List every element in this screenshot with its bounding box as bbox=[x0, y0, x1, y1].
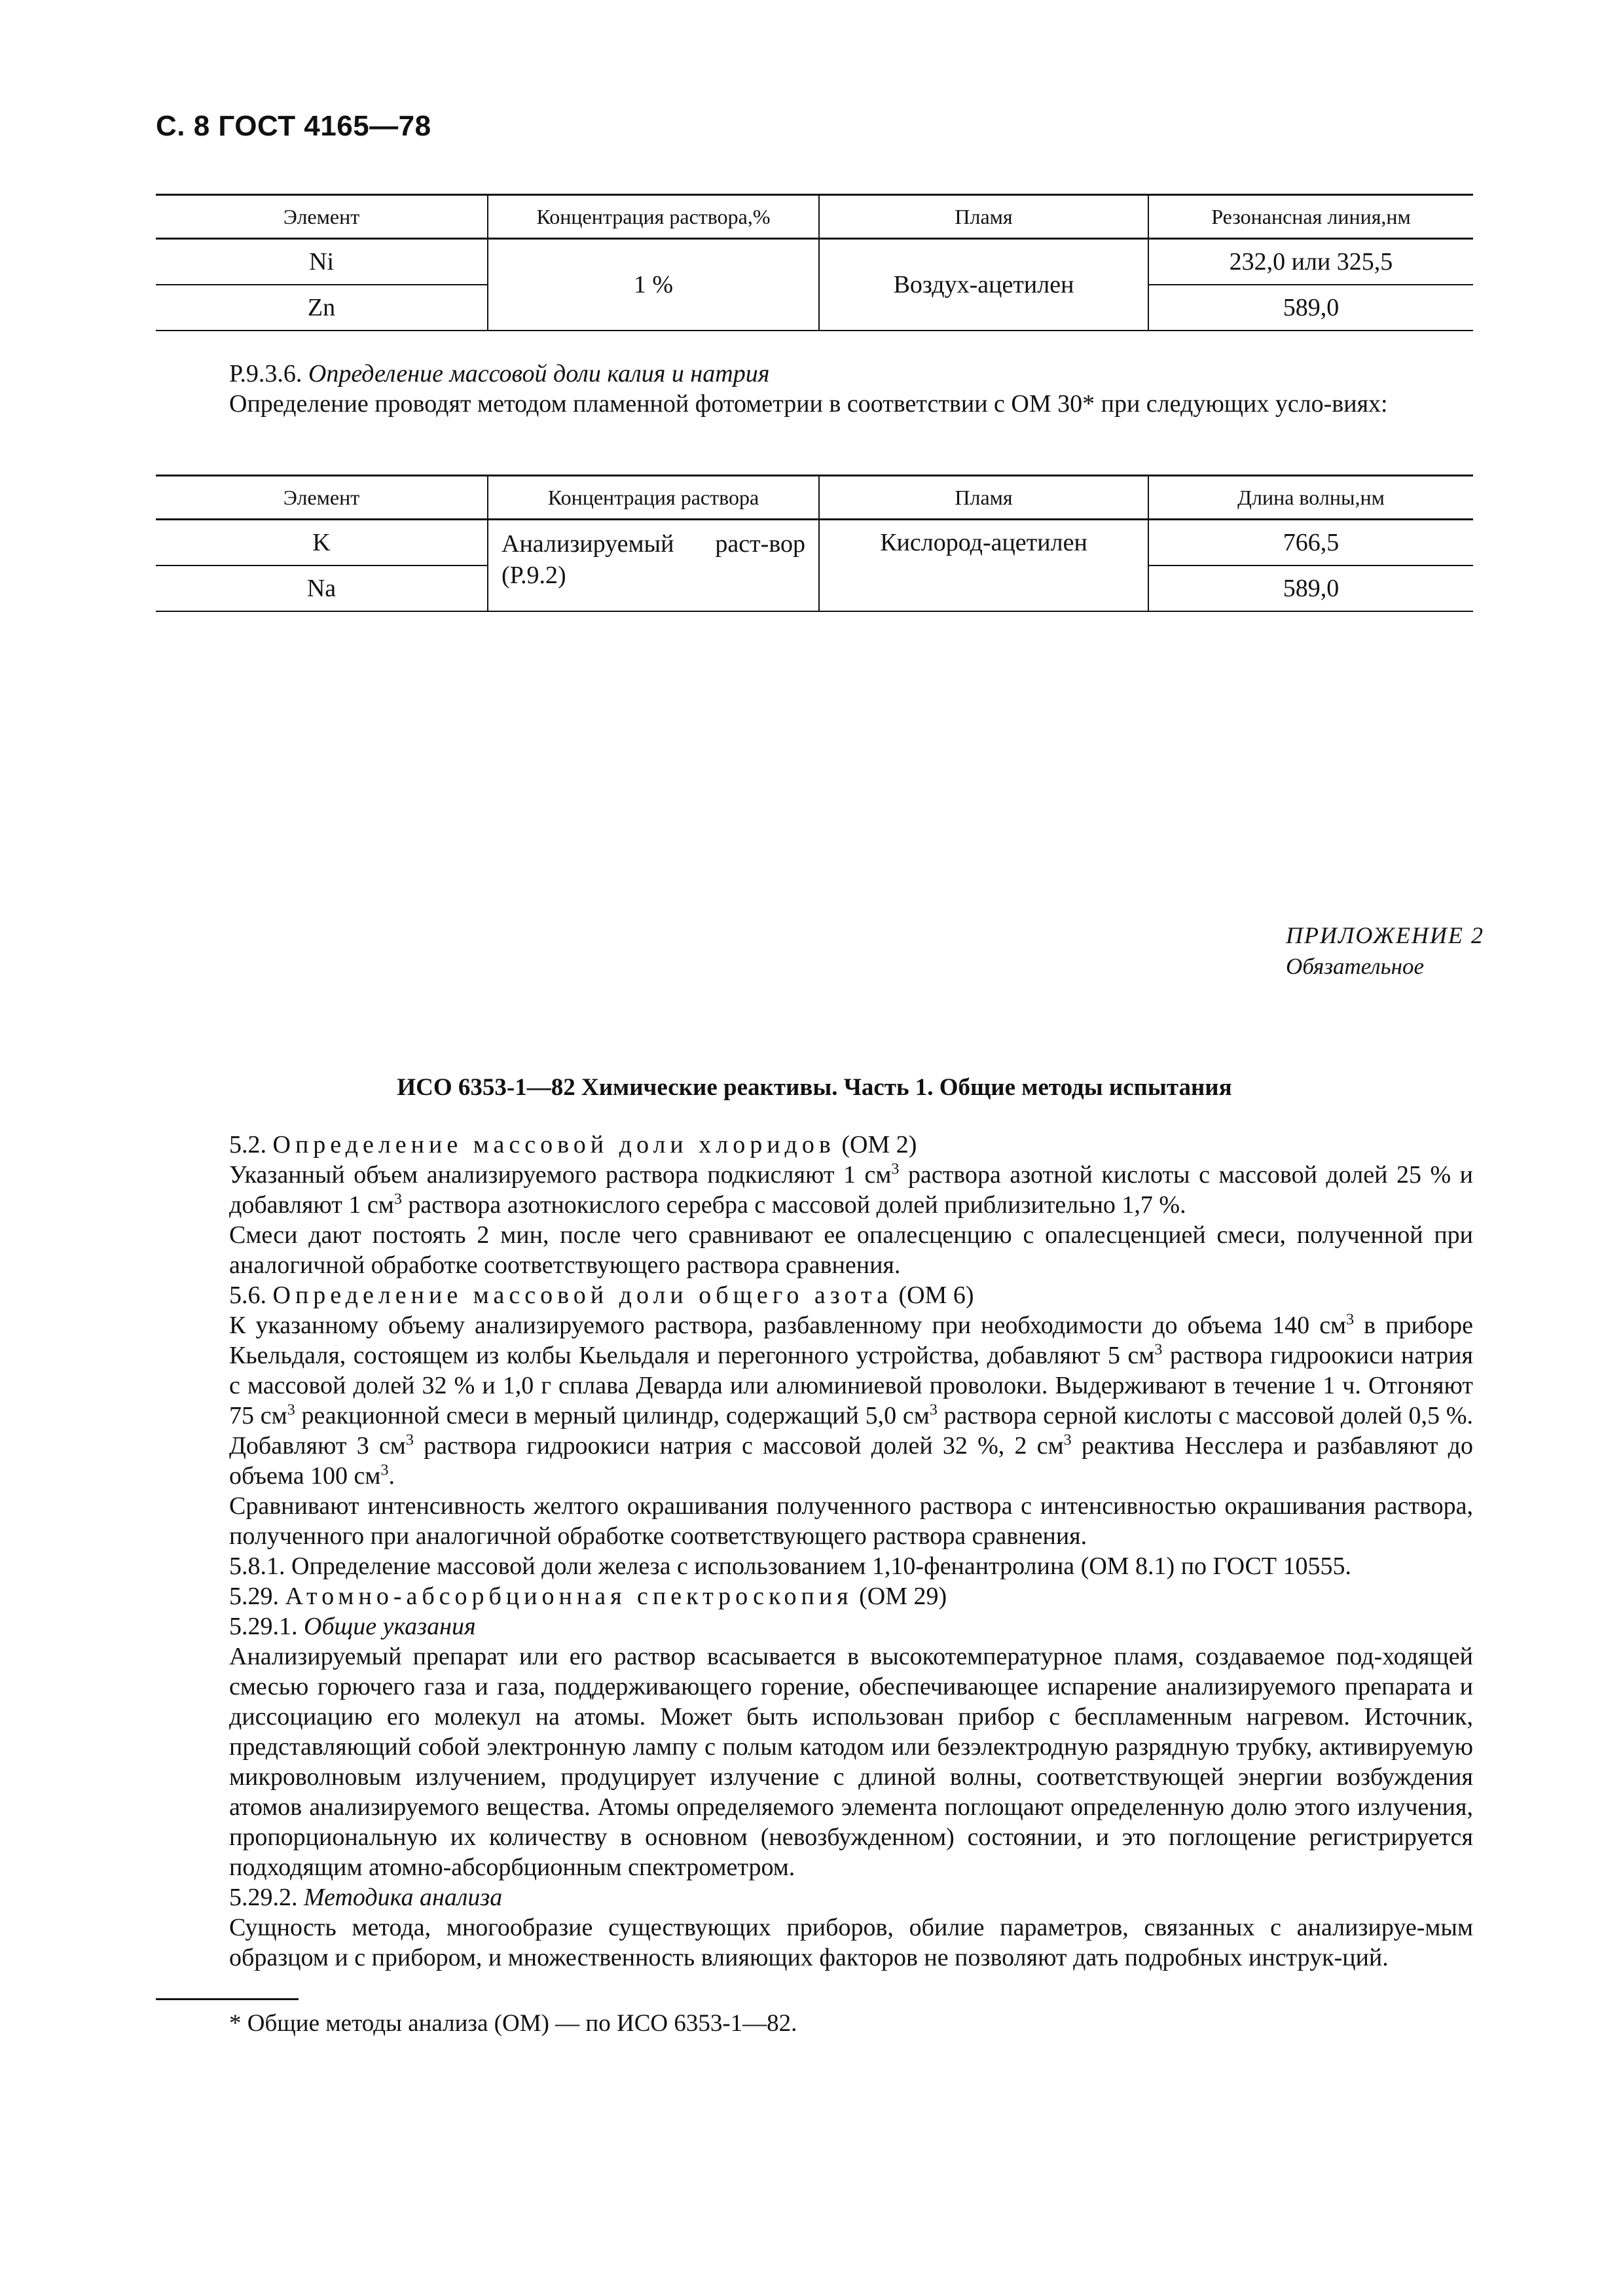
section-text: Определение проводят методом пламенной фотометрии в соответствии с ОМ 30* при следующих усло-виях: bbox=[229, 390, 1388, 418]
column-header: Пламя bbox=[819, 195, 1148, 239]
column-header: Длина волны,нм bbox=[1148, 476, 1473, 520]
column-header: Резонансная линия,нм bbox=[1148, 195, 1473, 239]
paragraph: К указанному объему анализируемого раствора, разбавленному при необходимости до объема 140 $см^3$ в приборе Кьельдаля, состоящем из колбы Кьельдаля и перегонного устройства, добавляют 5 $см^3$ раствора гидроокиси натрия с массовой долей 32 % и 1,0 г сплава Деварда или алюминиевой проволоки. Выдерживают в течение 1 ч. Отгоняют 75 $см^3$ реакционной смеси в мерный цилиндр, содержащий 5,0 $см^3$ раствора серной кислоты с массовой долей 0,5 %. Добавляют 3 $см^3$ раствора гидроокиси натрия с массовой долей 32 %, 2 $см^3$ реактива Несслера и разбавляют до объема 100 $см^3$. bbox=[229, 1311, 1473, 1490]
element-cell: K bbox=[156, 520, 488, 566]
resonance-line-cell: 232,0 или 325,5 bbox=[1148, 239, 1473, 285]
table-header-row bbox=[156, 195, 1473, 239]
table-row bbox=[156, 239, 1473, 285]
iso-standard-title: ИСО 6353-1—82 Химические реактивы. Часть 1. Общие методы испытания bbox=[397, 1074, 1232, 1101]
appendix-label bbox=[1286, 920, 1484, 982]
paragraph: Указанный объем анализируемого раствора подкисляют 1 $см^3$ раствора азотной кислоты с массовой долей 25 % и добавляют 1 $см^3$ раствора азотнокислого серебра с массовой долей приблизительно 1,7 %. bbox=[229, 1160, 1473, 1219]
section-heading: 5.2. Определение массовой доли хлоридов (ОМ 2) bbox=[229, 1131, 917, 1158]
column-header: Элемент bbox=[156, 195, 488, 239]
paragraph: Сущность метода, многообразие существующих приборов, обилие параметров, связанных с анализируе-мым образцом и с прибором, и множественность влияющих факторов не позволяют дать подробных инструк-ций. bbox=[229, 1914, 1473, 1971]
section-p936 bbox=[156, 359, 1473, 419]
column-header: Элемент bbox=[156, 476, 488, 520]
page-header: С. 8 ГОСТ 4165—78 bbox=[156, 110, 431, 142]
appendix-number: ПРИЛОЖЕНИЕ 2 bbox=[1286, 922, 1484, 948]
paragraph: 5.8.1. Определение массовой доли железа с использованием 1,10-фенантролина (ОМ 8.1) по ГОСТ 10555. bbox=[229, 1552, 1352, 1580]
column-header: Концентрация раствора bbox=[488, 476, 819, 520]
wavelength-cell: 766,5 bbox=[1148, 520, 1473, 566]
column-header: Пламя bbox=[819, 476, 1148, 520]
element-cell: Na bbox=[156, 565, 488, 611]
flame-cell: Воздух-ацетилен bbox=[819, 239, 1148, 331]
resonance-line-cell: 589,0 bbox=[1148, 285, 1473, 331]
wavelength-table bbox=[156, 475, 1473, 612]
section-heading: 5.29. Атомно-абсорбционная спектроскопия (ОМ 29) bbox=[229, 1583, 947, 1610]
section-title: Определение массовой доли калия и натрия bbox=[308, 360, 770, 387]
appendix-status: Обязательное bbox=[1286, 954, 1425, 979]
table-row bbox=[156, 520, 1473, 566]
wavelength-cell: 589,0 bbox=[1148, 565, 1473, 611]
column-header: Концентрация раствора,% bbox=[488, 195, 819, 239]
element-cell: Zn bbox=[156, 285, 488, 331]
section-heading: 5.6. Определение массовой доли общего азота (ОМ 6) bbox=[229, 1282, 974, 1309]
subsection-heading: 5.29.1. Общие указания bbox=[229, 1613, 476, 1640]
concentration-cell: 1 % bbox=[488, 239, 819, 331]
element-cell: Ni bbox=[156, 239, 488, 285]
flame-cell: Кислород-ацетилен bbox=[819, 520, 1148, 612]
footnote: * Общие методы анализа (ОМ) — по ИСО 6353-1—82. bbox=[229, 2010, 797, 2037]
concentration-cell: Анализируемый раст-вор (Р.9.2) bbox=[488, 520, 819, 612]
body-text bbox=[156, 1130, 1473, 1973]
paragraph: Смеси дают постоять 2 мин, после чего сравнивают ее опалесценцию с опалесценцией смеси, полученной при аналогичной обработке соответствующего раствора сравнения. bbox=[229, 1221, 1473, 1279]
paragraph: Анализируемый препарат или его раствор всасывается в высокотемпературное пламя, создаваемое под-ходящей смесью горючего газа и газа, поддерживающего горение, обеспечивающее испарение анализируемого препарата и диссоциацию его молекул на атомы. Может быть использован прибор с беспламенным нагревом. Источник, представляющий собой электронную лампу с полым катодом или безэлектродную разрядную трубку, активируемую микроволновым излучением, продуцирует излучение с длиной волны, соответствующей энергии возбуждения атомов анализируемого вещества. Атомы определяемого элемента поглощают определенную долю этого излучения, пропорциональную их количеству в основном (невозбужденном) состоянии, и это поглощение регистрируется подходящим атомно-абсорбционным спектрометром. bbox=[229, 1643, 1473, 1881]
table-header-row bbox=[156, 476, 1473, 520]
subsection-heading: 5.29.2. Методика анализа bbox=[229, 1884, 503, 1911]
resonance-line-table bbox=[156, 194, 1473, 331]
paragraph: Сравнивают интенсивность желтого окрашивания полученного раствора с интенсивностью окрашивания раствора, полученного при аналогичной обработке соответствующего раствора сравнения. bbox=[229, 1492, 1473, 1550]
footnote-divider bbox=[156, 1998, 299, 2000]
section-number: Р.9.3.6. bbox=[229, 360, 302, 387]
